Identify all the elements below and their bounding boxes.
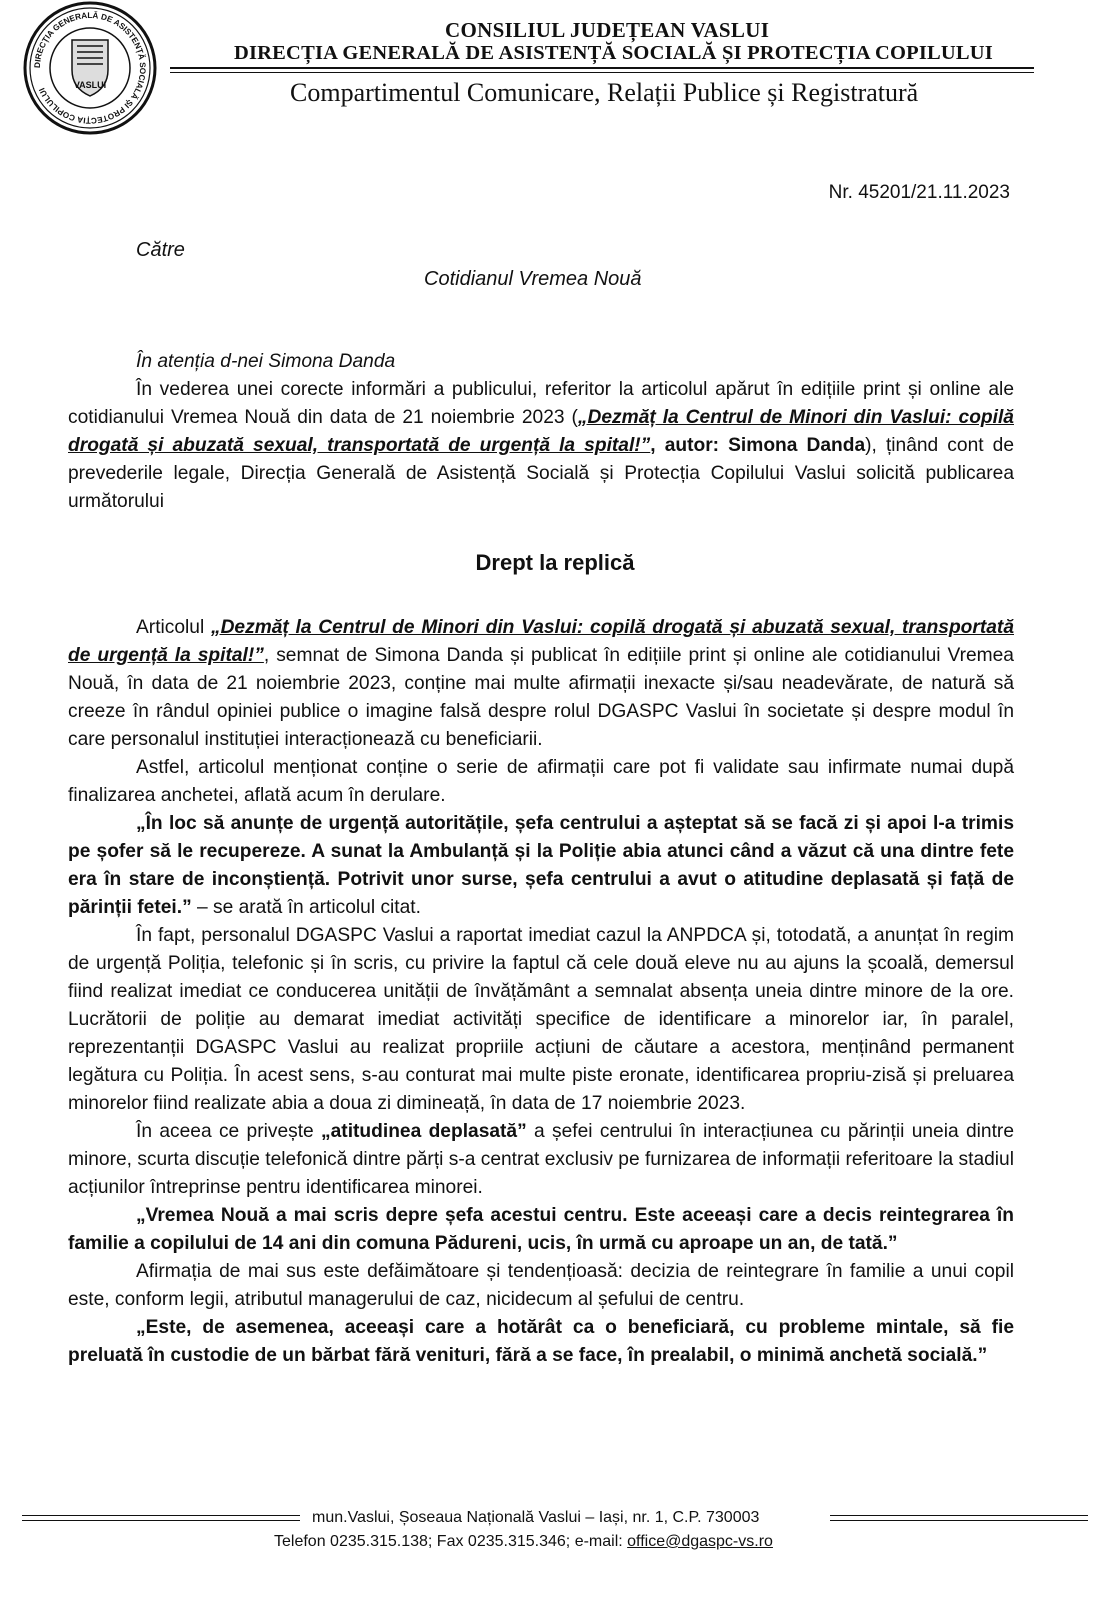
footer-rule-right-2 <box>830 1520 1088 1521</box>
directorate-name: DIRECȚIA GENERALĂ DE ASISTENȚĂ SOCIALĂ ȘI PROTECȚIA COPILULUI <box>234 42 993 64</box>
recipient: Cotidianul Vremea Nouă <box>424 268 642 290</box>
footer-rule-left-2 <box>22 1520 300 1521</box>
header-rule-thin <box>170 72 1034 73</box>
intro-paragraph: În vederea unei corecte informări a publicului, referitor la articolul apărut în edițiile print și online ale cotidianului Vremea Nouă din data de 21 noiembrie 2023 („Dezmăț la Centrul de Minori din Vaslui: copilă drogată și abuzată sexual, transportată de urgență la spital!”, autor: Simona Danda), ținând cont de prevederile legale, Direcția Generală de Asistență Socială și Protecția Copilului Vaslui solicită publicarea următorului <box>68 379 1014 512</box>
email-link[interactable]: office@dgaspc-vs.ro <box>627 1533 773 1550</box>
council-name: CONSILIUL JUDEȚEAN VASLUI <box>445 18 770 42</box>
reply-body <box>68 614 1014 1370</box>
article-title-link: „Dezmăț la Centrul de Minori din Vaslui: copilă drogată și abuzată sexual, transportată de urgență la spital!” <box>68 617 1014 666</box>
attention-line: În atenția d-nei Simona Danda <box>136 351 396 372</box>
quote-3: „Este, de asemenea, aceeași care a hotărât ca o beneficiară, cu probleme mintale, să fie preluată în custodie de un bărbat fără venituri, fără a se face, în prealabil, o minimă anchetă socială.” <box>68 1317 1014 1366</box>
intro-block <box>68 348 1014 516</box>
header-rule-thick <box>170 67 1034 69</box>
footer-contact: Telefon 0235.315.138; Fax 0235.315.346; e-mail: office@dgaspc-vs.ro <box>274 1533 773 1550</box>
footer-rule-right-1 <box>830 1515 1088 1516</box>
seal-center-text: VASLUI <box>73 80 107 90</box>
quote-2: „Vremea Nouă a mai scris depre șefa acestui centru. Este aceeași care a decis reintegrarea în familie a copilului de 14 ani din comuna Pădureni, ucis, în urmă cu aproape un an, de tată.” <box>68 1205 1014 1254</box>
paragraph-2: Astfel, articolul menționat conține o serie de afirmații care pot fi validate sau infirmate numai după finalizarea anchetei, aflată acum în derulare. <box>68 757 1014 806</box>
department-name: Compartimentul Comunicare, Relații Publice și Registratură <box>290 78 919 107</box>
article-title-link: „Dezmăț la Centrul de Minori din Vaslui: copilă drogată și abuzată sexual, transportată de urgență la spital!” <box>68 407 1014 456</box>
footer-address: mun.Vaslui, Șoseaua Națională Vaslui – Iași, nr. 1, C.P. 730003 <box>312 1509 760 1526</box>
document-title: Drept la replică <box>475 550 635 575</box>
to-label: Către <box>136 239 185 261</box>
paragraph-1: Articolul „Dezmăț la Centrul de Minori din Vaslui: copilă drogată și abuzată sexual, transportată de urgență la spital!”, semnat de Simona Danda și publicat în edițiile print și online ale cotidianului Vremea Nouă, în data de 21 noiembrie 2023, conține mai multe afirmații inexacte și/sau neadevărate, de natură să creeze în rândul opiniei publice o imagine falsă despre rolul DGASPC Vaslui în societate și despre modul în care personalul instituției interacționează cu beneficiarii. <box>68 617 1014 750</box>
seal-ring-text: DIRECȚIA GENERALĂ DE ASISTENȚĂ SOCIALĂ ȘI PROTECȚIA COPILULUI <box>32 10 148 126</box>
paragraph-4: În aceea ce privește „atitudinea deplasată” a șefei centrului în interacțiunea cu părinții uneia dintre minore, scurta discuție telefonică dintre părți s-a centrat exclusiv pe furnizarea de informații referitoare la stadiul acțiunilor întreprinse pentru identificarea minorei. <box>68 1121 1014 1198</box>
footer-rule-left-1 <box>22 1515 300 1516</box>
reference-number: Nr. 45201/21.11.2023 <box>828 182 1010 203</box>
quote-1: „În loc să anunțe de urgență autoritățile, șefa centrului a așteptat să se facă zi și apoi l-a trimis pe șofer să le recupereze. A sunat la Ambulanță și la Poliție abia atunci când a văzut că una dintre fete era în stare de inconștiență. Potrivit unor surse, șefa centrului a avut o atitudine deplasată și față de părinții fetei.” – se arată în articolul citat. <box>68 813 1014 918</box>
paragraph-5: Afirmația de mai sus este defăimătoare și tendențioasă: decizia de reintegrare în familie a unui copil este, conform legii, atributul managerului de caz, nicidecum al șefului de centru. <box>68 1261 1014 1310</box>
institution-seal-logo <box>22 0 158 136</box>
paragraph-3: În fapt, personalul DGASPC Vaslui a raportat imediat cazul la ANPDCA și, totodată, a anunțat în regim de urgență Poliția, telefonic și în scris, cu privire la faptul că cele două eleve nu au ajuns la școală, demersul fiind realizat imediat ce conducerea unității de învățământ a semnalat absența uneia dintre minore de la ore. Lucrătorii de poliție au demarat imediat activități specifice de identificare a minorelor iar, în paralel, reprezentanții DGASPC Vaslui au realizat propriile acțiuni de căutare a acestora, menținând permanent legătura cu Poliția. În acest sens, s-au conturat mai multe piste eronate, identificarea propriu-zisă și preluarea minorelor fiind realizate abia a doua zi dimineață, în data de 17 noiembrie 2023. <box>68 925 1014 1114</box>
